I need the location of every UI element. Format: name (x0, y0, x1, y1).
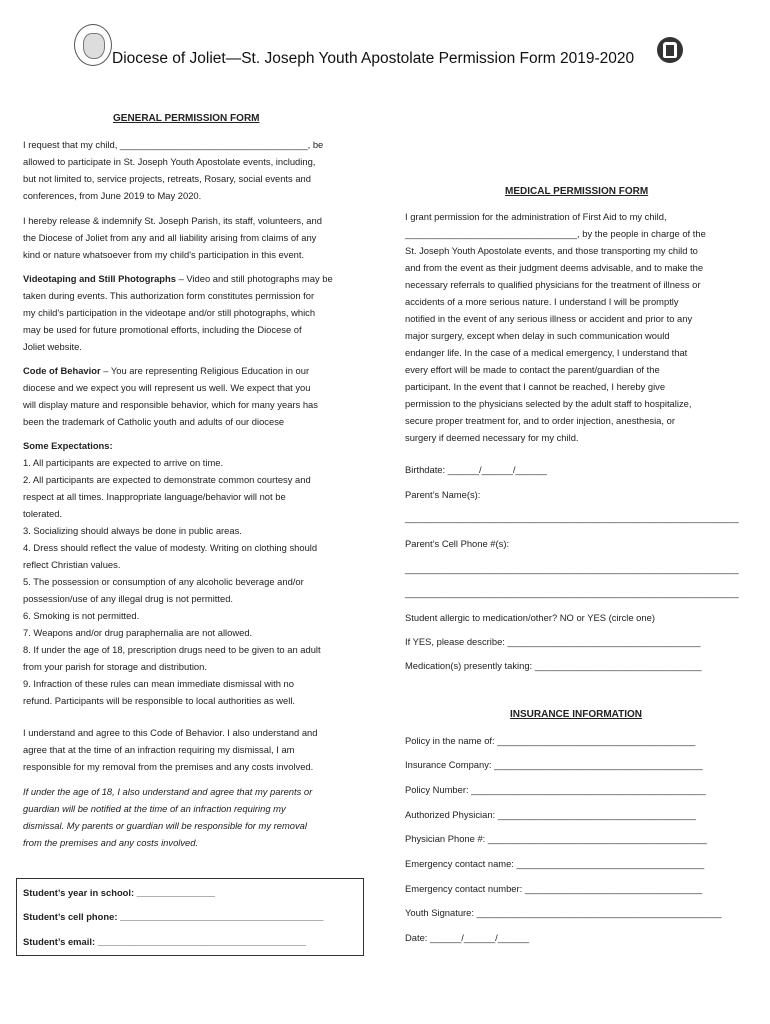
allergy-question[interactable]: Student allergic to medication/other? NO or YES (circle one) (405, 612, 655, 623)
student-info-box (16, 878, 364, 956)
insurance-company-field[interactable]: Insurance Company: ________________________________________ (405, 759, 703, 770)
expectations-list: Some Expectations: 1. All participants are expected to arrive on time. 2. All participants are expected to demonstrate common courtesy and respect at all times. Inappropriate language/behavior will not be tolerated. 3. Socializing should always be done in public areas. 4. Dress should reflect the value of modesty. Writing on clothing should reflect Christian values. 5. The possession or consumption of any alcoholic beverage and/or possession/use of any illegal drug is not permitted. 6. Smoking is not permitted. 7. Weapons and/or drug paraphernalia are not allowed. 8. If under the age of 18, prescription drugs need to be given to an adult from your parish for storage and distribution. 9. Infraction of these rules can mean immediate dismissal with no refund. Participants will be responsible to local authorities as well. (23, 437, 363, 709)
insurance-heading: INSURANCE INFORMATION (510, 709, 643, 720)
birthdate-field[interactable]: Birthdate: ______/______/______ (405, 464, 547, 475)
student-cell-field[interactable]: Student’s cell phone: _______________________________________ (23, 911, 324, 922)
agree-paragraph: I understand and agree to this Code of Behavior. I also understand and agree that at the time of an infraction requiring my dismissal, I am responsible for my removal from the premises and any costs involved. (23, 727, 318, 772)
allergy-describe-field[interactable]: If YES, please describe: _____________________________________ (405, 636, 701, 647)
physician-phone-field[interactable]: Physician Phone #: __________________________________________ (405, 833, 707, 844)
video-paragraph: Videotaping and Still Photographs – Video and still photographs may be taken during events. This authorization form constitutes permission for my child's participation in the videotape and/or still photographs, which may be used for future promotional efforts, including the Diocese of Joliet website. (23, 273, 333, 352)
parents-phone-line-2[interactable]: ________________________________________________________________ (405, 587, 739, 598)
medical-permission-heading: MEDICAL PERMISSION FORM (505, 186, 649, 197)
student-email-field[interactable]: Student’s email: ________________________________________ (23, 936, 307, 947)
policy-number-field[interactable]: Policy Number: _____________________________________________ (405, 784, 706, 795)
date-field[interactable]: Date: ______/______/______ (405, 932, 530, 943)
general-permission-heading: GENERAL PERMISSION FORM (113, 113, 260, 124)
student-year-field[interactable]: Student’s year in school: _______________ (23, 887, 215, 898)
youth-signature-field[interactable]: Youth Signature: _______________________________________________ (405, 907, 722, 918)
expectations-heading: Some Expectations: (23, 440, 113, 451)
emergency-contact-name-field[interactable]: Emergency contact name: ____________________________________ (405, 858, 705, 869)
request-paragraph: I request that my child, ____________________________________, be allowed to participate in St. Joseph Youth Apostolate events, including, but not limited to, service projects, retreats, Rosary, social events and conferences, from June 2019 to May 2020. (23, 139, 324, 201)
parents-name-line[interactable]: ________________________________________________________________ (405, 512, 739, 523)
parents-name-label: Parent’s Name(s): (405, 489, 481, 500)
release-paragraph: I hereby release & indemnify St. Joseph Parish, its staff, volunteers, and the Diocese of Joliet from any and all liability arising from claims of any kind or nature whatsoever from my child's participation in this event. (23, 215, 322, 260)
parish-logo-icon (657, 37, 683, 63)
diocese-seal-icon (74, 24, 112, 66)
parents-phone-label: Parent’s Cell Phone #(s): (405, 538, 510, 549)
physician-field[interactable]: Authorized Physician: ______________________________________ (405, 809, 696, 820)
emergency-contact-number-field[interactable]: Emergency contact number: __________________________________ (405, 883, 703, 894)
page-title: Diocese of Joliet—St. Joseph Youth Apostolate Permission Form 2019-2020 (112, 50, 635, 67)
minor-paragraph: If under the age of 18, I also understand and agree that my parents or guardian will be notified at the time of an infraction requiring my dismissal. My parents or guardian will be responsible for my removal from the premises and any costs involved. (23, 786, 313, 848)
medical-paragraph: I grant permission for the administration of First Aid to my child, _________________________________, by the people in charge of the St. Joseph Youth Apostolate events, and those transporting my child to and from the event as their judgment deems advisable, and to make the necessary referrals to qualified physicians for the treatment of illness or accidents of a more serious nature. I understand I will be promptly notified in the event of any serious illness or accident and prior to any major surgery, except when delay in such communication would endanger life. In the case of a medical emergency, I understand that every effort will be made to contact the parent/guardian of the participant. In the event that I cannot be reached, I hereby give permission to the physicians selected by the adult staff to hospitalize, secure proper treatment for, and to order injection, anesthesia, or surgery if deemed necessary for my child. (405, 211, 706, 443)
code-label: Code of Behavior (23, 365, 101, 376)
parents-phone-line-1[interactable]: ________________________________________________________________ (405, 563, 739, 574)
policy-name-field[interactable]: Policy in the name of: ______________________________________ (405, 735, 696, 746)
code-paragraph: Code of Behavior – You are representing Religious Education in our diocese and we expect you will represent us well. We expect that you will display mature and responsible behavior, which for many years has been the trademark of Catholic youth and adults of our diocese (23, 365, 318, 427)
medications-field[interactable]: Medication(s) presently taking: ________________________________ (405, 660, 702, 671)
video-label: Videotaping and Still Photographs (23, 273, 176, 284)
